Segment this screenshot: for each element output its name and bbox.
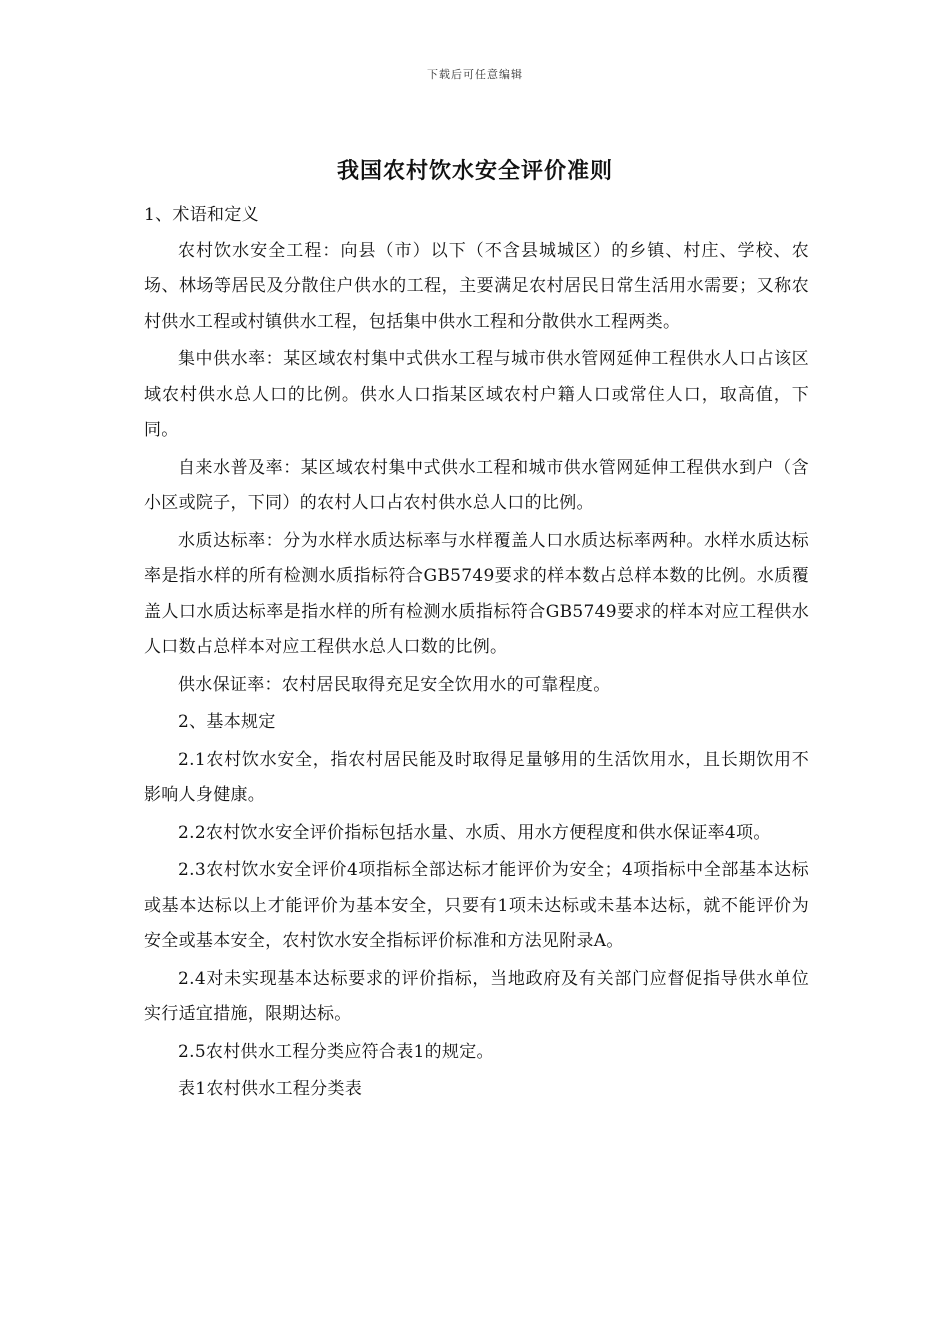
paragraph-water-quality-rate: 水质达标率：分为水样水质达标率与水样覆盖人口水质达标率两种。水样水质达标率是指水样的所有检测水质指标符合GB5749要求的样本数占总样本数的比例。水质覆盖人口水质达标率是指水样的所有检测水质指标符合GB5749要求的样本对应工程供水人口数占总样本对应工程供水总人口数的比例。	[144, 530, 809, 657]
paragraph-tap-water-coverage: 自来水普及率：某区域农村集中式供水工程和城市供水管网延伸工程供水到户（含小区或院子，下同）的农村人口占农村供水总人口的比例。	[144, 457, 809, 513]
paragraph-rule-2-1: 2.1农村饮水安全，指农村居民能及时取得足量够用的生活饮用水，且长期饮用不影响人身健康。	[144, 749, 809, 805]
section-heading-basic-rules: 2、基本规定	[178, 712, 276, 732]
paragraph-centralized-supply-rate: 集中供水率：某区域农村集中式供水工程与城市供水管网延伸工程供水人口占该区域农村供水总人口的比例。供水人口指某区域农村户籍人口或常住人口，取高值，下同。	[144, 349, 809, 440]
paragraph-supply-guarantee-rate: 供水保证率：农村居民取得充足安全饮用水的可靠程度。	[178, 674, 611, 695]
paragraph-rule-2-2: 2.2农村饮水安全评价指标包括水量、水质、用水方便程度和供水保证率4项。	[178, 822, 771, 843]
paragraph-rule-2-3: 2.3农村饮水安全评价4项指标全部达标才能评价为安全；4项指标中全部基本达标或基本达标以上才能评价为基本安全，只要有1项未达标或未基本达标，就不能评价为安全或基本安全，农村饮水安全指标评价标准和方法见附录A。	[144, 860, 809, 951]
paragraph-rule-2-4: 2.4对未实现基本达标要求的评价指标，当地政府及有关部门应督促指导供水单位实行适宜措施，限期达标。	[144, 968, 809, 1024]
document-body	[144, 198, 809, 1108]
paragraph-rural-water-project: 农村饮水安全工程：向县（市）以下（不含县城城区）的乡镇、村庄、学校、农场、林场等居民及分散住户供水的工程，主要满足农村居民日常生活用水需要；又称农村供水工程或村镇供水工程，包括集中供水工程和分散供水工程两类。	[144, 240, 809, 332]
page-header-note: 下载后可任意编辑	[427, 68, 523, 81]
document-title: 我国农村饮水安全评价准则	[336, 158, 613, 184]
section-heading-terms: 1、术语和定义	[144, 205, 259, 225]
table-caption: 表1农村供水工程分类表	[178, 1079, 363, 1099]
paragraph-rule-2-5: 2.5农村供水工程分类应符合表1的规定。	[178, 1041, 494, 1062]
